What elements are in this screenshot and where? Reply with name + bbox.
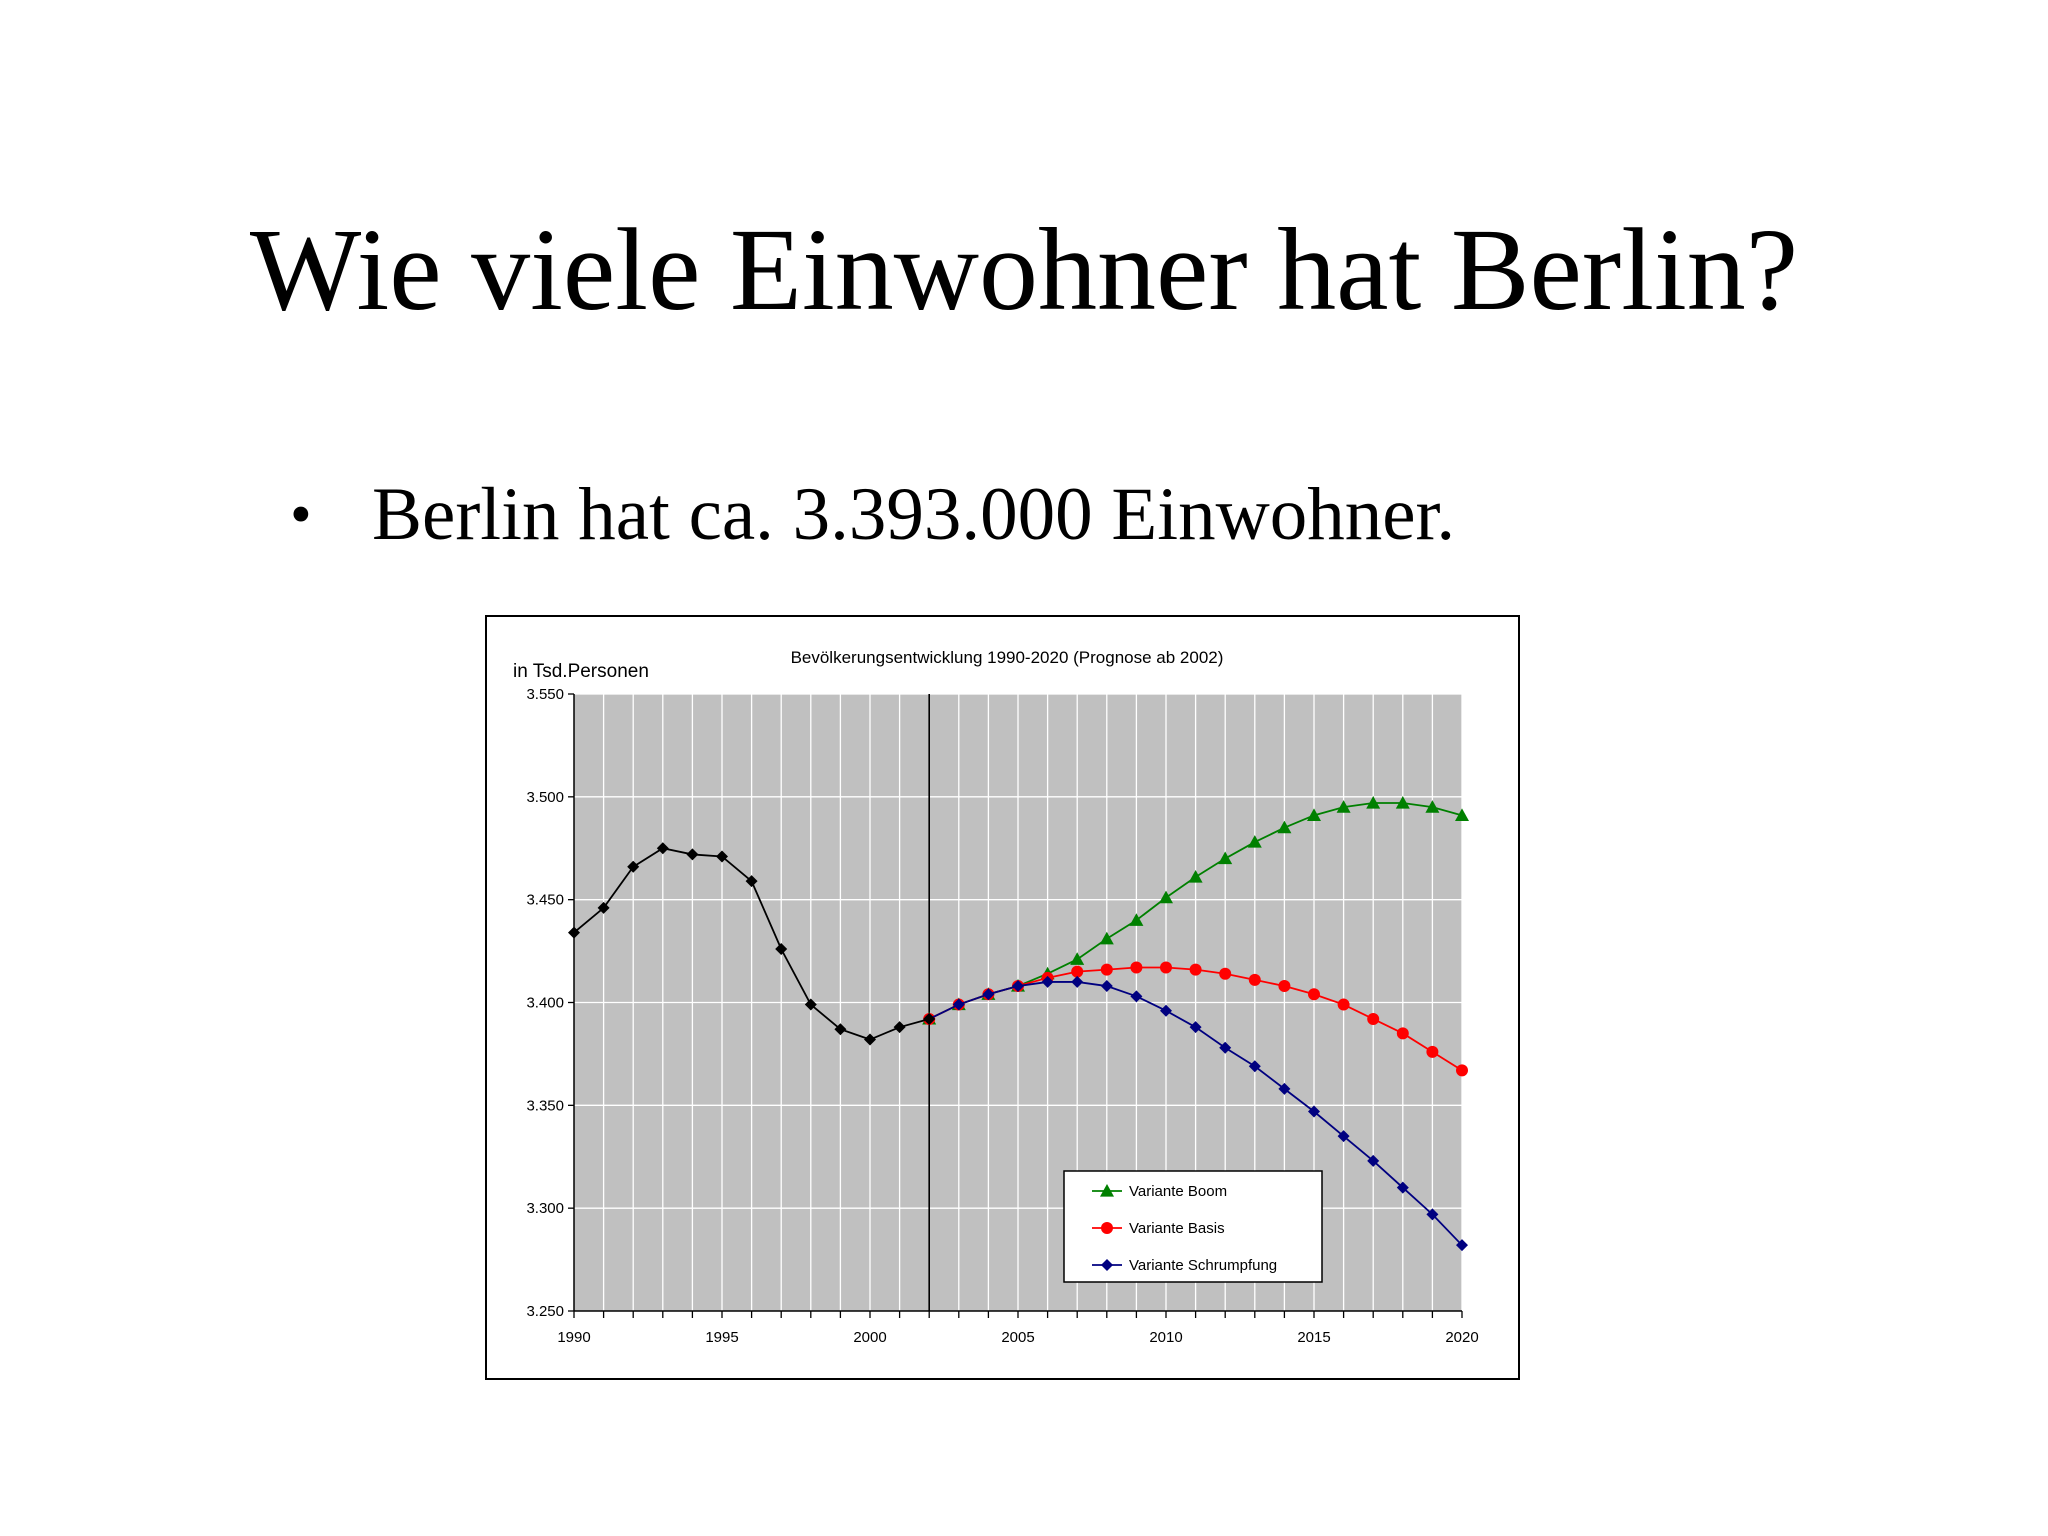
x-tick-label: 2005 (1001, 1329, 1035, 1346)
x-tick-label: 2010 (1149, 1329, 1183, 1346)
data-point (1367, 1013, 1379, 1025)
legend-marker (1101, 1222, 1113, 1234)
data-point (1456, 1064, 1468, 1076)
legend-label: Variante Boom (1129, 1183, 1228, 1200)
data-point (1338, 999, 1350, 1011)
data-point (1426, 1046, 1438, 1058)
data-point (1160, 962, 1172, 974)
x-tick-label: 1990 (557, 1329, 591, 1346)
legend-label: Variante Basis (1129, 1220, 1225, 1237)
y-tick-label: 3.250 (526, 1303, 564, 1320)
data-point (1071, 966, 1083, 978)
bullet-dot: • (290, 481, 312, 549)
data-point (1101, 964, 1113, 976)
y-tick-label: 3.500 (526, 788, 564, 806)
y-axis-label: in Tsd.Personen (513, 661, 649, 682)
data-point (1397, 1027, 1409, 1039)
data-point (1249, 974, 1261, 986)
x-tick-label: 2015 (1297, 1329, 1331, 1346)
legend (1064, 1171, 1322, 1282)
data-point (1219, 968, 1231, 980)
chart-frame (485, 615, 1520, 1380)
slide-title: Wie viele Einwohner hat Berlin? (249, 204, 1799, 335)
population-chart (487, 617, 1518, 1378)
bullet-text: Berlin hat ca. 3.393.000 Einwohner. (372, 473, 1456, 556)
legend-label: Variante Schrumpfung (1129, 1257, 1278, 1274)
bullet-item (290, 465, 1455, 565)
data-point (1130, 962, 1142, 974)
y-tick-label: 3.450 (526, 891, 564, 909)
chart-title: Bevölkerungsentwicklung 1990-2020 (Prognose ab 2002) (790, 648, 1224, 667)
y-tick-label: 3.350 (526, 1097, 564, 1115)
x-tick-label: 2020 (1445, 1329, 1479, 1346)
x-tick-label: 1995 (705, 1329, 739, 1346)
data-point (1308, 988, 1320, 1000)
data-point (1278, 980, 1290, 992)
y-tick-label: 3.400 (526, 994, 564, 1012)
data-point (1190, 964, 1202, 976)
x-tick-label: 2000 (853, 1329, 887, 1346)
y-tick-label: 3.550 (526, 686, 564, 703)
y-tick-label: 3.300 (526, 1200, 564, 1218)
